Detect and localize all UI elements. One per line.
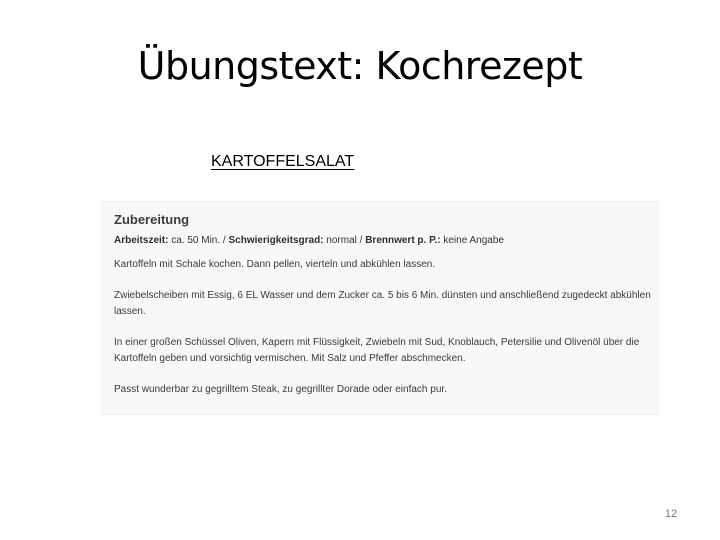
recipe-name: KARTOFFELSALAT [211, 153, 355, 170]
recipe-step-2: Zwiebelscheiben mit Essig, 6 EL Wasser und dem Zucker ca. 5 bis 6 Min. dünsten und anschließend zugedeckt abkühlen lassen. [114, 290, 651, 317]
recipe-box [101, 201, 659, 415]
recipe-step-3: In einer großen Schüssel Oliven, Kapern mit Flüssigkeit, Zwiebeln mit Sud, Knoblauch, Petersilie und Olivenöl über die Kartoffeln geben und vorsichtig vermischen. Mit Salz und Pfeffer abschmecken. [114, 337, 640, 364]
recipe-meta [114, 234, 659, 247]
schwierigkeit-label: Schwierigkeitsgrad: [228, 235, 324, 246]
schwierigkeit-value: normal / [323, 235, 366, 246]
brennwert-label: Brennwert p. P.: [365, 235, 441, 246]
page-number: 12 [664, 508, 678, 520]
slide-title: Übungstext: Kochrezept [137, 44, 583, 88]
arbeitszeit-label: Arbeitszeit: [114, 235, 169, 246]
recipe-heading: Zubereitung [114, 212, 190, 227]
arbeitszeit-value: ca. 50 Min. / [168, 235, 229, 246]
brennwert-value: keine Angabe [440, 235, 504, 246]
recipe-step-1: Kartoffeln mit Schale kochen. Dann pellen, vierteln und abkühlen lassen. [114, 259, 436, 270]
recipe-step-4: Passt wunderbar zu gegrilltem Steak, zu gegrillter Dorade oder einfach pur. [114, 384, 447, 395]
